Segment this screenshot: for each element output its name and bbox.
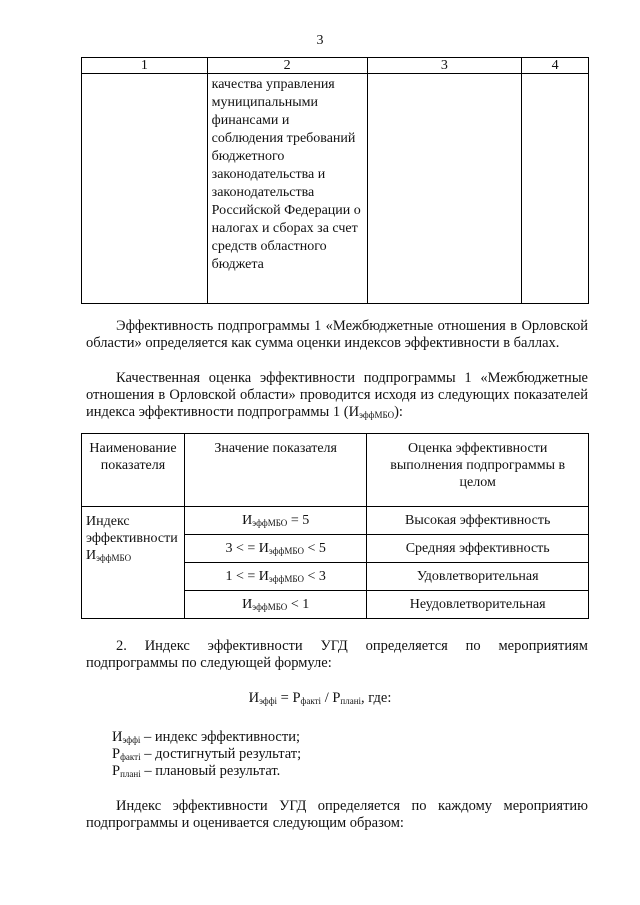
paragraph-ugd-evaluation: Индекс эффективности УГД определяется по каждому мероприятию подпрограммы и оценивается следующим образом: — [86, 798, 588, 831]
column-header-4: 4 — [522, 58, 589, 74]
table-header-row — [82, 434, 589, 507]
paragraph-qualitative-assessment: Качественная оценка эффективности подпрограммы 1 «Межбюджетные отношения в Орловской области» проводится исходя из следующих показателей индекса эффективности подпрограммы 1 $(И_{эффМБО})$: — [86, 370, 588, 420]
header-indicator-name: Наименование показателя — [82, 434, 185, 507]
cell-col4 — [522, 74, 589, 304]
table-row — [82, 74, 589, 304]
value-cell: 1 < = $И_{эффМБО} < 3$ — [184, 563, 366, 591]
table-header-row — [82, 58, 589, 74]
value-cell: 3 < = $И_{эффМБО} < 5$ — [184, 535, 366, 563]
definition-line: $И_{эффi}$ – индекс эффективности; — [112, 729, 300, 745]
cell-col1 — [82, 74, 208, 304]
cell-col2: качества управления муниципальными финансами и соблюдения требований бюджетного законодательства и законодательства Российской Федерации о налогах и сборах за счет средств областного бюджета — [207, 74, 367, 304]
indicator-label: Индекс эффективности $И_{эффМБО}$ — [82, 507, 185, 619]
column-header-1: 1 — [82, 58, 208, 74]
paragraph-ugd-index: 2. Индекс эффективности УГД определяется по мероприятиям подпрограммы по следующей формуле: — [86, 638, 588, 671]
column-header-3: 3 — [367, 58, 522, 74]
definition-line: $Р_{фактi}$ – достигнутый результат; — [112, 746, 302, 762]
assessment-cell: Неудовлетворительная — [367, 591, 589, 619]
table-row — [82, 507, 589, 535]
value-cell: $И_{эффМБО} = 5$ — [184, 507, 366, 535]
paragraph-efficiency-sum: Эффективность подпрограммы 1 «Межбюджетные отношения в Орловской области» определяется как сумма оценки индексов эффективности в баллах. — [86, 318, 588, 351]
continuation-table — [81, 57, 589, 304]
definition-line: $Р_{планi}$ – плановый результат. — [112, 763, 281, 779]
header-indicator-value: Значение показателя — [184, 434, 366, 507]
cell-col3 — [367, 74, 522, 304]
assessment-cell: Средняя эффективность — [367, 535, 589, 563]
assessment-cell: Удовлетворительная — [367, 563, 589, 591]
assessment-cell: Высокая эффективность — [367, 507, 589, 535]
header-assessment: Оценка эффективности выполнения подпрограммы в целом — [367, 434, 589, 507]
column-header-2: 2 — [207, 58, 367, 74]
value-cell: $И_{эффМБО} < 1$ — [184, 591, 366, 619]
page-number: 3 — [316, 33, 324, 48]
formula: $И_{эффi} = Р_{фактi} / Р_{планi}$, где: — [248, 690, 392, 706]
efficiency-table — [81, 433, 589, 619]
